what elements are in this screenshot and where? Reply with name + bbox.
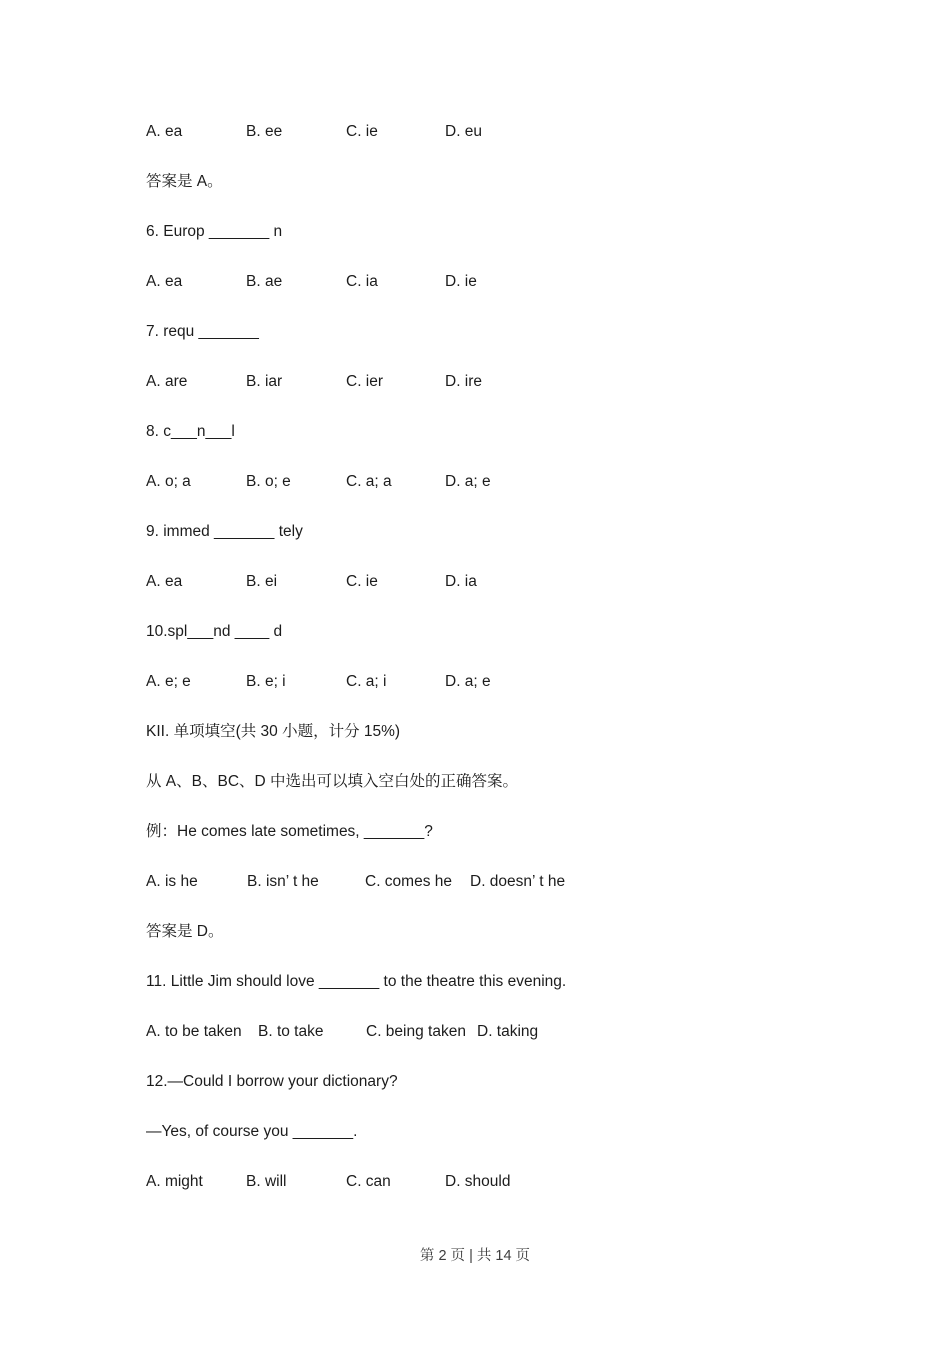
option-a: A. are — [146, 373, 188, 390]
options-row-example — [0, 872, 950, 892]
section-instruction: 从 A、B、BC、D 中选出可以填入空白处的正确答案。 — [146, 773, 519, 790]
option-a: A. ea — [146, 273, 183, 290]
option-c: C. a; i — [346, 673, 387, 690]
answer-line-q5: 答案是 A。 — [146, 173, 223, 190]
option-d: D. should — [445, 1173, 511, 1190]
option-a: A. might — [146, 1173, 203, 1190]
question-11: 11. Little Jim should love _______ to the theatre this evening. — [146, 973, 567, 990]
option-a: A. e; e — [146, 673, 191, 690]
option-d: D. a; e — [445, 673, 491, 690]
options-row-q7 — [0, 372, 950, 392]
question-6: 6. Europ _______ n — [146, 223, 283, 240]
option-c: C. ie — [346, 573, 378, 590]
option-a: A. is he — [146, 873, 198, 890]
section-heading: KII. 单项填空(共 30 小题，计分 15%) — [146, 723, 401, 740]
option-d: D. a; e — [445, 473, 491, 490]
option-b: B. to take — [258, 1023, 324, 1040]
option-b: B. ae — [246, 273, 283, 290]
options-row-q11 — [0, 1022, 950, 1042]
options-row-q5 — [0, 122, 950, 142]
question-7: 7. requ _______ — [146, 323, 259, 340]
option-c: C. ie — [346, 123, 378, 140]
option-b: B. will — [246, 1173, 287, 1190]
option-b: B. iar — [246, 373, 283, 390]
option-b: B. isn’ t he — [247, 873, 319, 890]
question-8: 8. c___n___l — [146, 423, 235, 440]
answer-line-example: 答案是 D。 — [146, 923, 224, 940]
options-row-q8 — [0, 472, 950, 492]
options-row-q12 — [0, 1172, 950, 1192]
option-b: B. o; e — [246, 473, 291, 490]
option-a: A. o; a — [146, 473, 191, 490]
option-c: C. can — [346, 1173, 391, 1190]
option-c: C. being taken — [366, 1023, 466, 1040]
example-question: 例：He comes late sometimes, _______? — [146, 823, 433, 840]
option-a: A. ea — [146, 123, 183, 140]
question-12-part2: —Yes, of course you _______. — [146, 1123, 358, 1140]
option-b: B. ee — [246, 123, 283, 140]
question-10: 10.spl___nd ____ d — [146, 623, 283, 640]
question-9: 9. immed _______ tely — [146, 523, 303, 540]
option-c: C. comes he — [365, 873, 453, 890]
question-12-part1: 12.—Could I borrow your dictionary? — [146, 1073, 398, 1090]
option-d: D. eu — [445, 123, 483, 140]
option-d: D. ire — [445, 373, 483, 390]
option-c: C. a; a — [346, 473, 392, 490]
option-a: A. to be taken — [146, 1023, 242, 1040]
option-c: C. ia — [346, 273, 378, 290]
options-row-q10 — [0, 672, 950, 692]
options-row-q9 — [0, 572, 950, 592]
option-d: D. doesn’ t he — [470, 873, 566, 890]
option-d: D. ie — [445, 273, 477, 290]
option-d: D. taking — [477, 1023, 539, 1040]
page-number-footer: 第 2 页 | 共 14 页 — [419, 1248, 531, 1264]
option-d: D. ia — [445, 573, 477, 590]
option-a: A. ea — [146, 573, 183, 590]
option-b: B. e; i — [246, 673, 286, 690]
option-b: B. ei — [246, 573, 278, 590]
option-c: C. ier — [346, 373, 384, 390]
options-row-q6 — [0, 272, 950, 292]
